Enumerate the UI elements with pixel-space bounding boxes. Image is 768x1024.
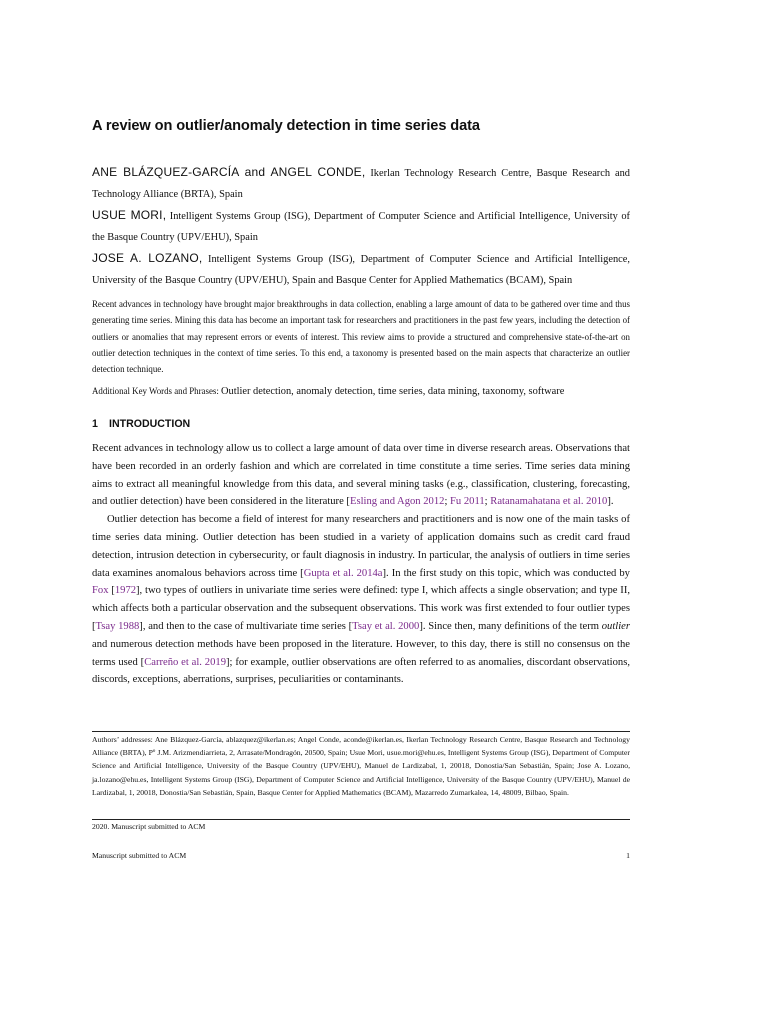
section-title: INTRODUCTION [109,418,191,430]
paragraph-text: ], two types of outliers in univariate time series were defined: type I, which affects a single observation; and type II, which affects both a particular observation and the subsequent observations. This work was first extended to four outlier types [ [92,585,630,632]
author-block [92,162,630,291]
paragraph-text: ]. In the first study on this topic, which was conducted by [382,567,630,579]
paragraph-text: Recent advances in technology allow us to collect a large amount of data over time in diverse research areas. Observations that have been recorded in an orderly fashion and which are correlated in time constitute a time series. Time series data mining aims to extract all meaningful knowledge from this data, and several mining tasks (e.g., classification, clustering, forecasting, and outlier detection) have been considered in the literature [ [92,443,630,508]
section-number: 1 [92,418,98,430]
citation-link[interactable]: Fu 2011 [450,496,485,508]
paragraph-text: ]; for example, outlier observations are often referred to as anomalies, discordant observations, discords, exceptions, aberrations, surprises, peculiarities or contaminants. [92,656,630,686]
citation-link[interactable]: Tsay 1988 [95,620,140,632]
citation-link[interactable]: Tsay et al. 2000 [352,620,420,632]
author-affiliation-2: Intelligent Systems Group (ISG), Department of Computer Science and Artificial Intelligence, University of the Basque Country (UPV/EHU), Spain [92,211,630,243]
author-names-1: ANE BLÁZQUEZ-GARCÍA and ANGEL CONDE, [92,165,366,179]
author-affiliation-3: Intelligent Systems Group (ISG), Department of Computer Science and Artificial Intelligence, University of the Basque Country (UPV/EHU), Spain and Basque Center for Applied Mathematics (BCAM), Spain [92,254,630,286]
citation-link[interactable]: 1972 [114,585,137,597]
footer-text: Manuscript submitted to ACM [92,851,187,860]
paragraph-1 [92,440,630,511]
citation-link[interactable]: Gupta et al. 2014a [303,567,383,579]
paragraph-text: Outlier detection has become a field of interest for many researchers and practitioners and is now one of the main tasks of time series data mining. Outlier detection has been studied in a variety of application domains such as credit card fraud detection, intrusion detection in cybersecurity, or fault diagnosis in industry. In particular, the analysis of outliers in time series data examines anomalous behaviors across time [ [92,514,630,579]
paragraph-text: ]. [607,496,614,508]
authors-addresses-footnote: Authors’ addresses: Ane Blázquez-García, ablazquez@ikerlan.es; Angel Conde, aconde@ikerlan.es, Ikerlan Technology Research Centre, Basque Research and Technology Alliance (BRTA), Pº J.M. Arizmendiarrieta, 2, Arrasate/Mondragón, 20500, Spain; Usue Mori, usue.mori@ehu.es, Intelligent Systems Group (ISG), Department of Computer Science and Artificial Intelligence, University of the Basque Country (UPV/EHU), Manuel de Lardizabal, 1, 20018, Donostia/San Sebastián, Spain; Jose A. Lozano, ja.lozano@ehu.es, Intelligent Systems Group (ISG), Department of Computer Science and Artificial Intelligence, University of the Basque Country (UPV/EHU), Manuel de Lardizabal, 1, 20018, Donostia/San Sebastián, Spain, Basque Center for Applied Mathematics (BCAM), Mazarredo Zumarkalea, 14, 48009, Bilbao, Spain. [92,735,630,797]
page-footer [92,851,630,860]
citation-link[interactable]: Fox [92,585,109,597]
citation-separator: ; [444,496,451,508]
keywords-value: Outlier detection, anomaly detection, time series, data mining, taxonomy, software [221,386,565,397]
body-text [92,440,630,689]
citation-separator: ; [484,496,491,508]
citation-link[interactable]: Esling and Agon 2012 [349,496,445,508]
paper-title: A review on outlier/anomaly detection in time series data [92,118,480,134]
paragraph-2 [92,511,630,689]
emphasis-term: outlier [601,620,630,632]
keywords-line [92,386,630,397]
citation-link[interactable]: Carreño et al. 2019 [144,656,226,668]
section-heading [92,418,190,430]
footnote-divider [92,731,630,732]
paragraph-text: ]. Since then, many definitions of the term [419,620,602,632]
citation-link[interactable]: Ratanamahatana et al. 2010 [490,496,608,508]
submission-divider [92,819,630,820]
paragraph-text: [ [108,585,115,597]
abstract: Recent advances in technology have brought major breakthroughs in data collection, enabling a large amount of data to be gathered over time and thus generating time series. Mining this data has become an important task for researchers and practitioners in the past few years, including the detection of outliers or anomalies that may represent errors or events of interest. This review aims to provide a structured and comprehensive state-of-the-art on outlier detection techniques in the context of time series. To this end, a taxonomy is presented based on the main aspects that characterize an outlier detection technique. [92,299,630,375]
author-name-3: JOSE A. LOZANO, [92,251,203,265]
author-affiliation-1: Ikerlan Technology Research Centre, Basque Research and Technology Alliance (BRTA), Spain [92,168,630,200]
author-name-2: USUE MORI, [92,208,167,222]
paragraph-text: ], and then to the case of multivariate time series [ [139,620,353,632]
keywords-label: Additional Key Words and Phrases: [92,386,219,396]
page-number: 1 [626,851,630,860]
paragraph-text: and numerous detection methods have been proposed in the literature. However, to this day, there is still no consensus on the terms used [ [92,638,630,668]
submission-note: 2020. Manuscript submitted to ACM [92,822,206,831]
